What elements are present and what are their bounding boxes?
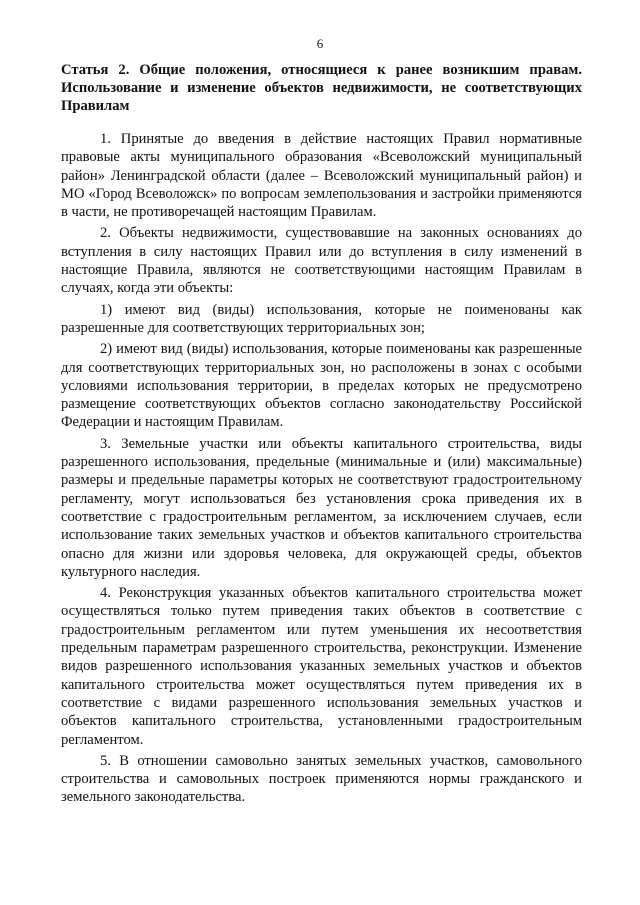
article-heading: Статья 2. Общие положения, относящиеся к ранее возникшим правам. Использование и изменение объектов недвижимости, не соответствующих Правилам bbox=[61, 62, 582, 114]
paragraph-3: 3. Земельные участки или объекты капитального строительства, виды разрешенного использования, предельные (минимальные и (или) максимальные) размеры и предельные параметры которых не соответствуют градостроительному регламенту, могут использоваться без установления срока приведения их в соответствие с градостроительным регламентом, за исключением случаев, если использование таких земельных участков и объектов капитального строительства опасно для жизни или здоровья человека, для окружающей среды, объектов культурного наследия. bbox=[61, 435, 582, 580]
paragraph-5: 5. В отношении самовольно занятых земельных участков, самовольного строительства и самовольных построек применяются нормы гражданского и земельного законодательства. bbox=[61, 752, 582, 806]
article-body bbox=[61, 61, 582, 810]
page-number: 6 bbox=[316, 36, 324, 51]
paragraph-2-item-1: 1) имеют вид (виды) использования, которые не поименованы как разрешенные для соответствующих территориальных зон; bbox=[61, 301, 582, 336]
paragraph-4: 4. Реконструкция указанных объектов капитального строительства может осуществляться только путем приведения таких объектов в соответствие с градостроительным регламентом или путем уменьшения их несоответствия предельным параметрам разрешенного строительства, реконструкции. Изменение видов разрешенного использования указанных земельных участков и объектов капитального строительства может осуществляться путем приведения их в соответствие с видами разрешенного использования земельных участков и объектов капитального строительства, установленными градостроительным регламентом. bbox=[61, 585, 582, 748]
paragraph-2-item-2: 2) имеют вид (виды) использования, которые поименованы как разрешенные для соответствующих территориальных зон, но расположены в зонах с особыми условиями использования территории, в пределах которых не предусмотрено размещение соответствующих объектов согласно законодательству Российской Федерации и настоящим Правилам. bbox=[61, 341, 582, 431]
paragraph-2: 2. Объекты недвижимости, существовавшие на законных основаниях до вступления в силу настоящих Правил или до вступления в силу изменений в настоящие Правила, являются не соответствующими настоящим Правилам в случаях, когда эти объекты: bbox=[61, 225, 582, 297]
paragraph-1: 1. Принятые до введения в действие настоящих Правил нормативные правовые акты муниципального образования «Всеволожский муниципальный район» Ленинградской области (далее – Всеволожский муниципальный район) и МО «Город Всеволожск» по вопросам землепользования и застройки применяются в части, не противоречащей настоящим Правилам. bbox=[61, 131, 582, 221]
